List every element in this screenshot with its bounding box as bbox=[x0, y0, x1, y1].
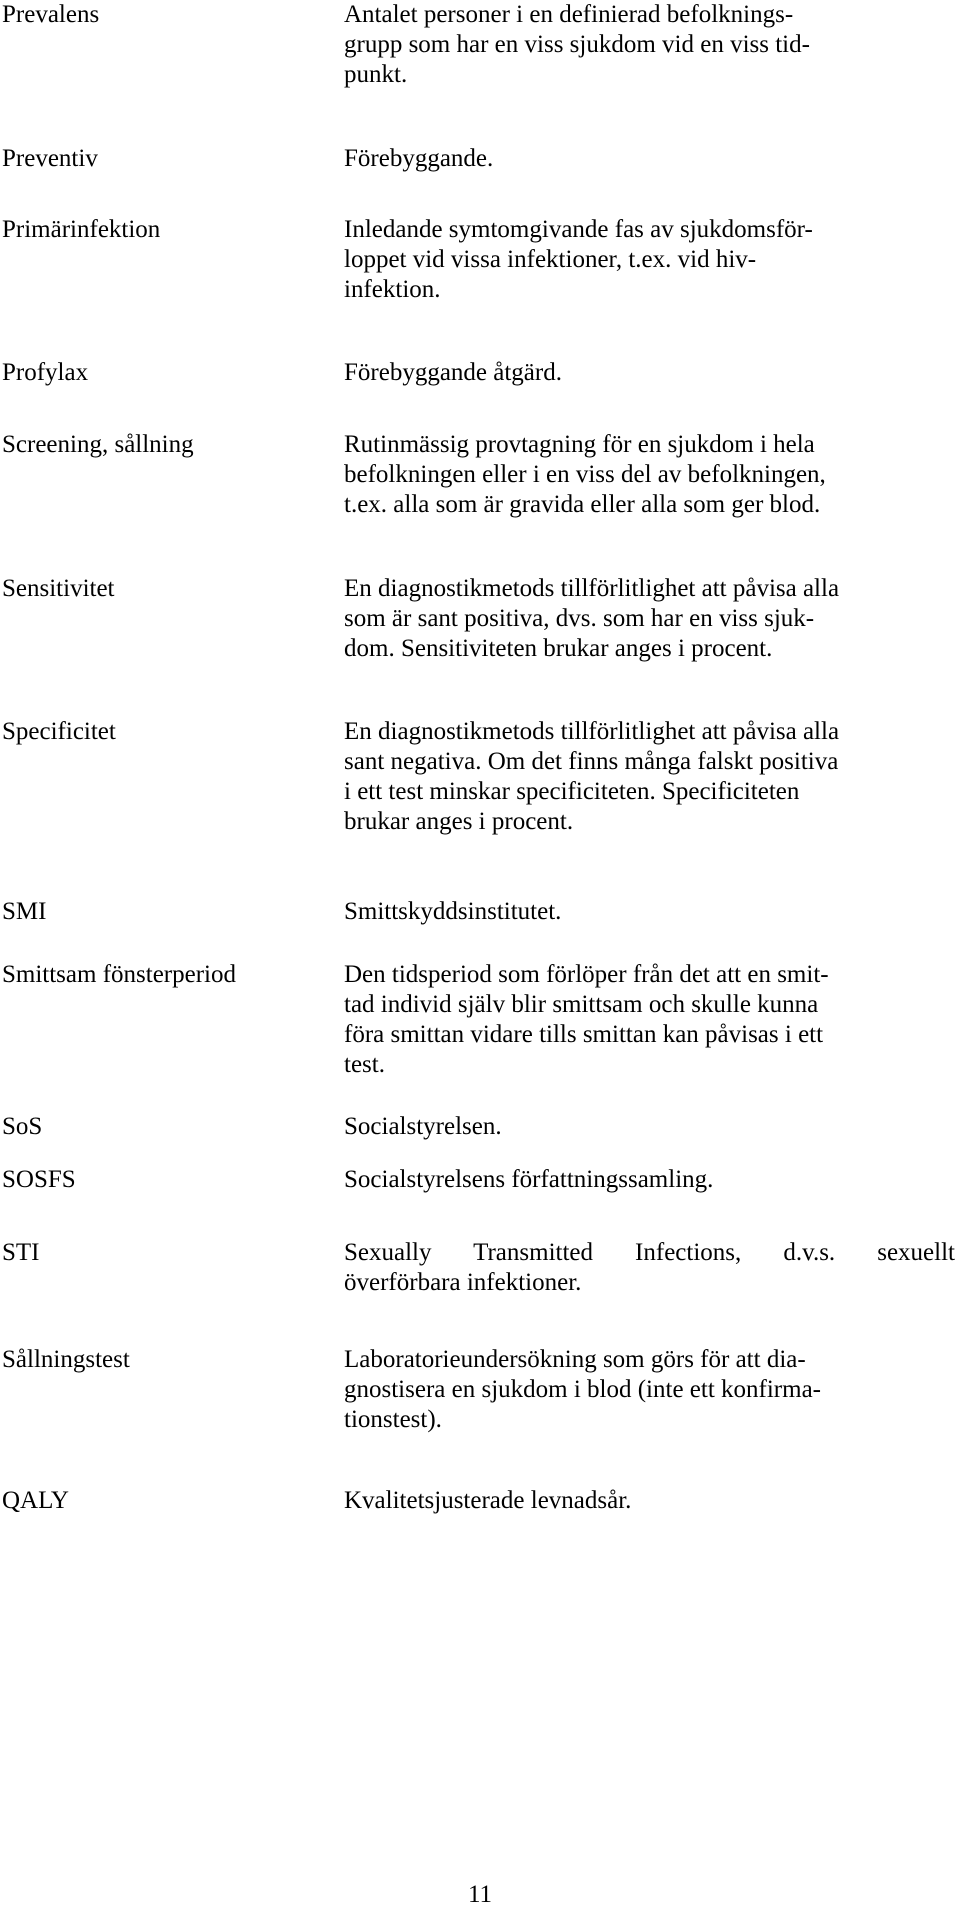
glossary-definition bbox=[344, 574, 960, 664]
glossary-definition bbox=[344, 1238, 960, 1298]
definition-line: test. bbox=[344, 1051, 385, 1078]
glossary-definition bbox=[344, 1165, 960, 1195]
glossary-term: Specificitet bbox=[2, 718, 116, 745]
definition-line: Rutinmässig provtagning för en sjukdom i hela bbox=[344, 431, 815, 458]
glossary-term: Primärinfektion bbox=[2, 216, 161, 243]
glossary-definition bbox=[344, 1486, 960, 1516]
glossary-term: Sållningstest bbox=[2, 1346, 130, 1373]
definition-line: som är sant positiva, dvs. som har en viss sjuk- bbox=[344, 605, 815, 632]
definition-line: Sexually Transmitted Infections, d.v.s. sexuellt bbox=[344, 1239, 955, 1266]
definition-line: i ett test minskar specificiteten. Specificiteten bbox=[344, 778, 800, 805]
glossary-term: SMI bbox=[2, 898, 47, 925]
definition-line: grupp som har en viss sjukdom vid en viss tid- bbox=[344, 31, 810, 58]
glossary-definition bbox=[344, 215, 960, 305]
glossary-term: STI bbox=[2, 1239, 40, 1266]
definition-line: Förebyggande åtgärd. bbox=[344, 359, 562, 386]
definition-line: Förebyggande. bbox=[344, 145, 494, 172]
definition-line: Inledande symtomgivande fas av sjukdomsför- bbox=[344, 216, 813, 243]
definition-line: brukar anges i procent. bbox=[344, 808, 574, 835]
glossary-definition bbox=[344, 0, 960, 90]
definition-line: tad individ själv blir smittsam och skulle kunna bbox=[344, 991, 819, 1018]
definition-line: Socialstyrelsens författningssamling. bbox=[344, 1166, 714, 1193]
glossary-term: Sensitivitet bbox=[2, 575, 115, 602]
definition-line: Den tidsperiod som förlöper från det att en smit- bbox=[344, 961, 829, 988]
glossary-term: Preventiv bbox=[2, 145, 98, 172]
definition-line: Smittskyddsinstitutet. bbox=[344, 898, 562, 925]
glossary-definition bbox=[344, 1345, 960, 1435]
definition-line: dom. Sensitiviteten brukar anges i procent. bbox=[344, 635, 773, 662]
glossary-term: Screening, sållning bbox=[2, 431, 194, 458]
definition-line: loppet vid vissa infektioner, t.ex. vid hiv- bbox=[344, 246, 757, 273]
definition-line: Laboratorieundersökning som görs för att dia- bbox=[344, 1346, 806, 1373]
glossary-term: Profylax bbox=[2, 359, 89, 386]
glossary-definition bbox=[344, 358, 960, 388]
glossary-term: SOSFS bbox=[2, 1166, 76, 1193]
definition-line: Kvalitetsjusterade levnadsår. bbox=[344, 1487, 632, 1514]
glossary-term: QALY bbox=[2, 1487, 69, 1514]
definition-line: t.ex. alla som är gravida eller alla som ger blod. bbox=[344, 491, 821, 518]
definition-line: föra smittan vidare tills smittan kan påvisas i ett bbox=[344, 1021, 824, 1048]
definition-line: gnostisera en sjukdom i blod (inte ett konfirma- bbox=[344, 1376, 821, 1403]
glossary-definition bbox=[344, 897, 960, 927]
definition-line: överförbara infektioner. bbox=[344, 1269, 582, 1296]
definition-line: En diagnostikmetods tillförlitlighet att påvisa alla bbox=[344, 575, 840, 602]
glossary-term: SoS bbox=[2, 1113, 43, 1140]
glossary-definition bbox=[344, 960, 960, 1080]
glossary-term: Prevalens bbox=[2, 1, 100, 28]
definition-line: sant negativa. Om det finns många falskt positiva bbox=[344, 748, 839, 775]
glossary-definition bbox=[344, 144, 960, 174]
definition-line: Socialstyrelsen. bbox=[344, 1113, 502, 1140]
definition-line: tionstest). bbox=[344, 1406, 442, 1433]
definition-line: befolkningen eller i en viss del av befolkningen, bbox=[344, 461, 826, 488]
definition-line: En diagnostikmetods tillförlitlighet att påvisa alla bbox=[344, 718, 840, 745]
definition-line: punkt. bbox=[344, 61, 408, 88]
glossary-definition bbox=[344, 430, 960, 520]
page-number: 11 bbox=[467, 1881, 493, 1908]
glossary-definition bbox=[344, 1112, 960, 1142]
definition-line: Antalet personer i en definierad befolknings- bbox=[344, 1, 794, 28]
definition-line: infektion. bbox=[344, 276, 441, 303]
glossary-definition bbox=[344, 717, 960, 837]
glossary-term: Smittsam fönsterperiod bbox=[2, 961, 236, 988]
